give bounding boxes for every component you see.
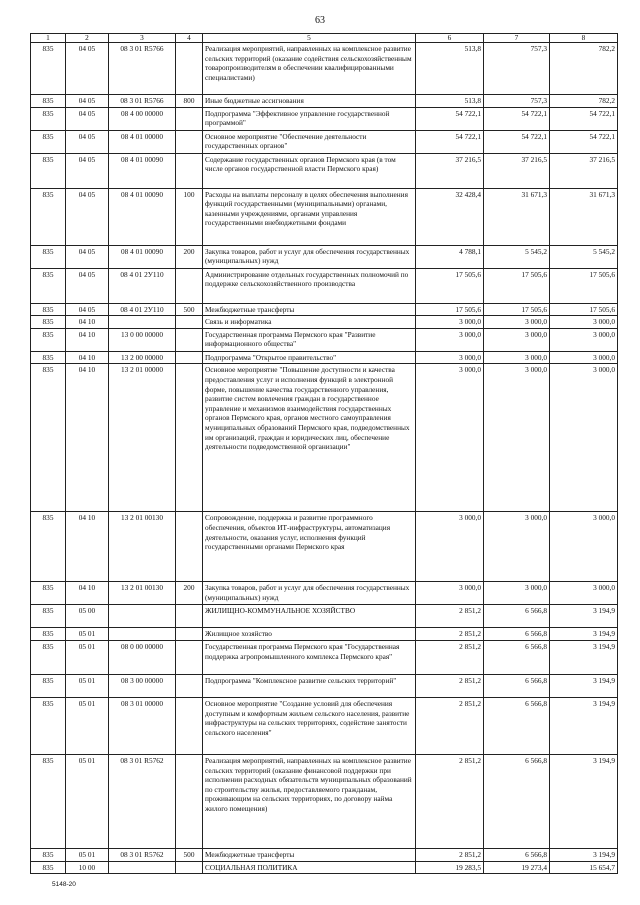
section-code: 04 05 bbox=[66, 43, 109, 95]
amount-col-7: 37 216,5 bbox=[484, 153, 550, 188]
ministry-code: 835 bbox=[31, 303, 66, 316]
target-article-code: 08 3 01 R5766 bbox=[109, 95, 176, 108]
expense-type-code bbox=[176, 628, 203, 641]
item-name: Основное мероприятие "Обеспечение деятельности государственных органов" bbox=[203, 130, 416, 153]
amount-col-6: 2 851,2 bbox=[416, 697, 484, 754]
amount-col-7: 3 000,0 bbox=[484, 328, 550, 351]
target-article-code bbox=[109, 605, 176, 628]
amount-col-6: 3 000,0 bbox=[416, 364, 484, 512]
expense-type-code: 500 bbox=[176, 303, 203, 316]
section-code: 04 10 bbox=[66, 512, 109, 582]
table-row bbox=[31, 328, 618, 351]
expense-type-code bbox=[176, 364, 203, 512]
section-code: 04 05 bbox=[66, 303, 109, 316]
table-row bbox=[31, 674, 618, 697]
amount-col-8: 3 000,0 bbox=[550, 364, 618, 512]
expense-type-code: 200 bbox=[176, 245, 203, 268]
expense-type-code bbox=[176, 130, 203, 153]
amount-col-6: 513,8 bbox=[416, 43, 484, 95]
expense-type-code bbox=[176, 605, 203, 628]
amount-col-7: 54 722,1 bbox=[484, 130, 550, 153]
column-header: 7 bbox=[484, 34, 550, 43]
amount-col-7: 19 273,4 bbox=[484, 861, 550, 874]
amount-col-8: 5 545,2 bbox=[550, 245, 618, 268]
table-row bbox=[31, 754, 618, 848]
amount-col-8: 54 722,1 bbox=[550, 130, 618, 153]
table-body bbox=[31, 43, 618, 874]
ministry-code: 835 bbox=[31, 351, 66, 364]
table-row bbox=[31, 512, 618, 582]
section-code: 05 01 bbox=[66, 697, 109, 754]
amount-col-7: 757,3 bbox=[484, 95, 550, 108]
amount-col-6: 54 722,1 bbox=[416, 130, 484, 153]
ministry-code: 835 bbox=[31, 640, 66, 674]
amount-col-8: 782,2 bbox=[550, 95, 618, 108]
table-row bbox=[31, 628, 618, 641]
column-header: 8 bbox=[550, 34, 618, 43]
expense-type-code bbox=[176, 512, 203, 582]
amount-col-7: 17 505,6 bbox=[484, 268, 550, 303]
ministry-code: 835 bbox=[31, 43, 66, 95]
table-row bbox=[31, 640, 618, 674]
amount-col-8: 15 654,7 bbox=[550, 861, 618, 874]
expense-type-code: 500 bbox=[176, 848, 203, 861]
ministry-code: 835 bbox=[31, 153, 66, 188]
section-code: 04 05 bbox=[66, 268, 109, 303]
expense-type-code bbox=[176, 697, 203, 754]
ministry-code: 835 bbox=[31, 754, 66, 848]
amount-col-8: 3 194,9 bbox=[550, 674, 618, 697]
amount-col-8: 3 000,0 bbox=[550, 328, 618, 351]
amount-col-6: 3 000,0 bbox=[416, 316, 484, 329]
amount-col-7: 3 000,0 bbox=[484, 582, 550, 605]
ministry-code: 835 bbox=[31, 697, 66, 754]
target-article-code: 08 4 01 2У110 bbox=[109, 303, 176, 316]
amount-col-8: 3 194,9 bbox=[550, 754, 618, 848]
table-row bbox=[31, 188, 618, 245]
expense-type-code: 200 bbox=[176, 582, 203, 605]
target-article-code: 13 2 01 00000 bbox=[109, 364, 176, 512]
item-name: Реализация мероприятий, направленных на комплексное развитие сельских территорий (оказание финансовой поддержки при исполнении расходных обязательств муниципальных образований по строительству жилья, предоставляемого гражданам, проживающим на сельских территориях, по договору найма жилого помещения) bbox=[203, 754, 416, 848]
amount-col-7: 3 000,0 bbox=[484, 316, 550, 329]
page-number: 63 bbox=[315, 15, 325, 26]
ministry-code: 835 bbox=[31, 674, 66, 697]
amount-col-8: 782,2 bbox=[550, 43, 618, 95]
table-row bbox=[31, 107, 618, 130]
amount-col-7: 5 545,2 bbox=[484, 245, 550, 268]
amount-col-6: 17 505,6 bbox=[416, 303, 484, 316]
target-article-code: 08 0 00 00000 bbox=[109, 640, 176, 674]
table-row bbox=[31, 130, 618, 153]
section-code: 04 10 bbox=[66, 351, 109, 364]
column-header: 3 bbox=[109, 34, 176, 43]
section-code: 04 10 bbox=[66, 328, 109, 351]
target-article-code bbox=[109, 628, 176, 641]
ministry-code: 835 bbox=[31, 512, 66, 582]
target-article-code bbox=[109, 316, 176, 329]
amount-col-7: 3 000,0 bbox=[484, 512, 550, 582]
amount-col-7: 6 566,8 bbox=[484, 754, 550, 848]
amount-col-6: 19 283,5 bbox=[416, 861, 484, 874]
column-header: 6 bbox=[416, 34, 484, 43]
target-article-code: 08 4 01 00090 bbox=[109, 188, 176, 245]
amount-col-8: 3 000,0 bbox=[550, 512, 618, 582]
item-name: Государственная программа Пермского края "Государственная поддержка агропромышленного комплекса Пермского края" bbox=[203, 640, 416, 674]
item-name: Подпрограмма "Открытое правительство" bbox=[203, 351, 416, 364]
budget-table bbox=[30, 33, 618, 874]
table-row bbox=[31, 43, 618, 95]
item-name: Содержание государственных органов Пермского края (в том числе органов государственной власти Пермского края) bbox=[203, 153, 416, 188]
target-article-code: 08 4 00 00000 bbox=[109, 107, 176, 130]
amount-col-8: 3 194,9 bbox=[550, 605, 618, 628]
amount-col-6: 4 788,1 bbox=[416, 245, 484, 268]
amount-col-6: 2 851,2 bbox=[416, 628, 484, 641]
amount-col-7: 17 505,6 bbox=[484, 303, 550, 316]
section-code: 04 05 bbox=[66, 245, 109, 268]
table-row bbox=[31, 364, 618, 512]
expense-type-code bbox=[176, 153, 203, 188]
ministry-code: 835 bbox=[31, 245, 66, 268]
target-article-code: 08 4 01 00000 bbox=[109, 130, 176, 153]
item-name: Реализация мероприятий, направленных на комплексное развитие сельских территорий (оказание содействия сельскохозяйственным товаропроизводителям в обеспечении квалифицированными специалистами) bbox=[203, 43, 416, 95]
amount-col-6: 2 851,2 bbox=[416, 754, 484, 848]
item-name: Основное мероприятие "Повышение доступности и качества предоставления услуг и исполнения функций в электронной форме, повышение качества государственного управления, развитие систем вовлечения граждан в государственное управление и механизмов взаимодействия государственных органов Пермского края, органов местного самоуправления муниципальных образований Пермского края, подведомственных им организаций, граждан и юридических лиц, обеспечение деятельности подведомственной организации" bbox=[203, 364, 416, 512]
target-article-code: 08 3 00 00000 bbox=[109, 674, 176, 697]
expense-type-code bbox=[176, 107, 203, 130]
target-article-code: 08 3 01 R5766 bbox=[109, 43, 176, 95]
expense-type-code: 100 bbox=[176, 188, 203, 245]
amount-col-8: 3 194,9 bbox=[550, 848, 618, 861]
column-header: 2 bbox=[66, 34, 109, 43]
table-row bbox=[31, 95, 618, 108]
amount-col-6: 3 000,0 bbox=[416, 512, 484, 582]
amount-col-7: 757,3 bbox=[484, 43, 550, 95]
amount-col-7: 6 566,8 bbox=[484, 697, 550, 754]
amount-col-8: 54 722,1 bbox=[550, 107, 618, 130]
table-row bbox=[31, 316, 618, 329]
amount-col-7: 54 722,1 bbox=[484, 107, 550, 130]
amount-col-8: 3 000,0 bbox=[550, 582, 618, 605]
table-row bbox=[31, 351, 618, 364]
ministry-code: 835 bbox=[31, 861, 66, 874]
expense-type-code bbox=[176, 43, 203, 95]
ministry-code: 835 bbox=[31, 364, 66, 512]
amount-col-7: 6 566,8 bbox=[484, 640, 550, 674]
amount-col-6: 37 216,5 bbox=[416, 153, 484, 188]
amount-col-8: 17 505,6 bbox=[550, 268, 618, 303]
ministry-code: 835 bbox=[31, 107, 66, 130]
amount-col-7: 3 000,0 bbox=[484, 351, 550, 364]
amount-col-8: 3 194,9 bbox=[550, 640, 618, 674]
item-name: Государственная программа Пермского края "Развитие информационного общества" bbox=[203, 328, 416, 351]
expense-type-code bbox=[176, 316, 203, 329]
amount-col-7: 6 566,8 bbox=[484, 605, 550, 628]
column-number-row bbox=[31, 34, 618, 43]
section-code: 04 05 bbox=[66, 188, 109, 245]
ministry-code: 835 bbox=[31, 328, 66, 351]
item-name: Подпрограмма "Эффективное управление государственной программой" bbox=[203, 107, 416, 130]
amount-col-8: 37 216,5 bbox=[550, 153, 618, 188]
amount-col-7: 6 566,8 bbox=[484, 674, 550, 697]
item-name: Администрирование отдельных государственных полномочий по поддержке сельскохозяйственного производства bbox=[203, 268, 416, 303]
item-name: Подпрограмма "Комплексное развитие сельских территорий" bbox=[203, 674, 416, 697]
item-name: Закупка товаров, работ и услуг для обеспечения государственных (муниципальных) нужд bbox=[203, 582, 416, 605]
amount-col-6: 513,8 bbox=[416, 95, 484, 108]
item-name: Основное мероприятие "Создание условий для обеспечения доступным и комфортным жильем сельского населения, развитие инфраструктуры на сельских территориях, содействие занятости сельского населения" bbox=[203, 697, 416, 754]
section-code: 04 05 bbox=[66, 107, 109, 130]
amount-col-8: 3 194,9 bbox=[550, 628, 618, 641]
section-code: 04 05 bbox=[66, 153, 109, 188]
section-code: 05 01 bbox=[66, 754, 109, 848]
item-name: Жилищное хозяйство bbox=[203, 628, 416, 641]
table-row bbox=[31, 861, 618, 874]
expense-type-code bbox=[176, 674, 203, 697]
item-name: Связь и информатика bbox=[203, 316, 416, 329]
column-header: 5 bbox=[203, 34, 416, 43]
section-code: 04 10 bbox=[66, 316, 109, 329]
amount-col-6: 3 000,0 bbox=[416, 351, 484, 364]
amount-col-8: 17 505,6 bbox=[550, 303, 618, 316]
column-header: 4 bbox=[176, 34, 203, 43]
column-header: 1 bbox=[31, 34, 66, 43]
table-row bbox=[31, 697, 618, 754]
amount-col-8: 3 194,9 bbox=[550, 697, 618, 754]
expense-type-code bbox=[176, 351, 203, 364]
section-code: 04 05 bbox=[66, 130, 109, 153]
table-row bbox=[31, 153, 618, 188]
footer-code: 5148-20 bbox=[52, 881, 76, 888]
target-article-code: 08 4 01 2У110 bbox=[109, 268, 176, 303]
target-article-code bbox=[109, 861, 176, 874]
section-code: 05 01 bbox=[66, 674, 109, 697]
table-row bbox=[31, 303, 618, 316]
amount-col-8: 3 000,0 bbox=[550, 316, 618, 329]
section-code: 04 05 bbox=[66, 95, 109, 108]
target-article-code: 13 2 01 00130 bbox=[109, 512, 176, 582]
target-article-code: 08 3 01 00000 bbox=[109, 697, 176, 754]
ministry-code: 835 bbox=[31, 130, 66, 153]
target-article-code: 08 3 01 R5762 bbox=[109, 754, 176, 848]
item-name: Сопровождение, поддержка и развитие программного обеспечения, объектов ИТ-инфраструктуры, автоматизация деятельности, оказания услуг, исполнения функций государственными органами Пермского края bbox=[203, 512, 416, 582]
item-name: ЖИЛИЩНО-КОММУНАЛЬНОЕ ХОЗЯЙСТВО bbox=[203, 605, 416, 628]
amount-col-6: 3 000,0 bbox=[416, 582, 484, 605]
section-code: 05 01 bbox=[66, 640, 109, 674]
amount-col-6: 2 851,2 bbox=[416, 640, 484, 674]
ministry-code: 835 bbox=[31, 188, 66, 245]
section-code: 10 00 bbox=[66, 861, 109, 874]
amount-col-6: 54 722,1 bbox=[416, 107, 484, 130]
item-name: Межбюджетные трансферты bbox=[203, 848, 416, 861]
item-name: Межбюджетные трансферты bbox=[203, 303, 416, 316]
expense-type-code bbox=[176, 640, 203, 674]
section-code: 04 10 bbox=[66, 364, 109, 512]
table-row bbox=[31, 268, 618, 303]
ministry-code: 835 bbox=[31, 605, 66, 628]
expense-type-code bbox=[176, 328, 203, 351]
ministry-code: 835 bbox=[31, 95, 66, 108]
expense-type-code bbox=[176, 754, 203, 848]
amount-col-6: 17 505,6 bbox=[416, 268, 484, 303]
amount-col-6: 2 851,2 bbox=[416, 848, 484, 861]
target-article-code: 08 4 01 00090 bbox=[109, 245, 176, 268]
amount-col-7: 6 566,8 bbox=[484, 628, 550, 641]
target-article-code: 13 0 00 00000 bbox=[109, 328, 176, 351]
expense-type-code bbox=[176, 861, 203, 874]
target-article-code: 13 2 01 00130 bbox=[109, 582, 176, 605]
amount-col-7: 31 671,3 bbox=[484, 188, 550, 245]
target-article-code: 13 2 00 00000 bbox=[109, 351, 176, 364]
amount-col-7: 3 000,0 bbox=[484, 364, 550, 512]
ministry-code: 835 bbox=[31, 582, 66, 605]
amount-col-8: 31 671,3 bbox=[550, 188, 618, 245]
target-article-code: 08 4 01 00090 bbox=[109, 153, 176, 188]
target-article-code: 08 3 01 R5762 bbox=[109, 848, 176, 861]
item-name: Расходы на выплаты персоналу в целях обеспечения выполнения функций государственными (муниципальными) органами, казенными учреждениями, органами управления государственными внебюджетными фондами bbox=[203, 188, 416, 245]
section-code: 05 01 bbox=[66, 848, 109, 861]
expense-type-code: 800 bbox=[176, 95, 203, 108]
amount-col-6: 3 000,0 bbox=[416, 328, 484, 351]
amount-col-8: 3 000,0 bbox=[550, 351, 618, 364]
table-row bbox=[31, 245, 618, 268]
amount-col-6: 2 851,2 bbox=[416, 674, 484, 697]
section-code: 04 10 bbox=[66, 582, 109, 605]
section-code: 05 01 bbox=[66, 628, 109, 641]
ministry-code: 835 bbox=[31, 268, 66, 303]
amount-col-6: 2 851,2 bbox=[416, 605, 484, 628]
item-name: Иные бюджетные ассигнования bbox=[203, 95, 416, 108]
item-name: СОЦИАЛЬНАЯ ПОЛИТИКА bbox=[203, 861, 416, 874]
ministry-code: 835 bbox=[31, 848, 66, 861]
section-code: 05 00 bbox=[66, 605, 109, 628]
amount-col-7: 6 566,8 bbox=[484, 848, 550, 861]
ministry-code: 835 bbox=[31, 316, 66, 329]
table-row bbox=[31, 582, 618, 605]
amount-col-6: 32 428,4 bbox=[416, 188, 484, 245]
item-name: Закупка товаров, работ и услуг для обеспечения государственных (муниципальных) нужд bbox=[203, 245, 416, 268]
expense-type-code bbox=[176, 268, 203, 303]
table-row bbox=[31, 605, 618, 628]
ministry-code: 835 bbox=[31, 628, 66, 641]
table-row bbox=[31, 848, 618, 861]
